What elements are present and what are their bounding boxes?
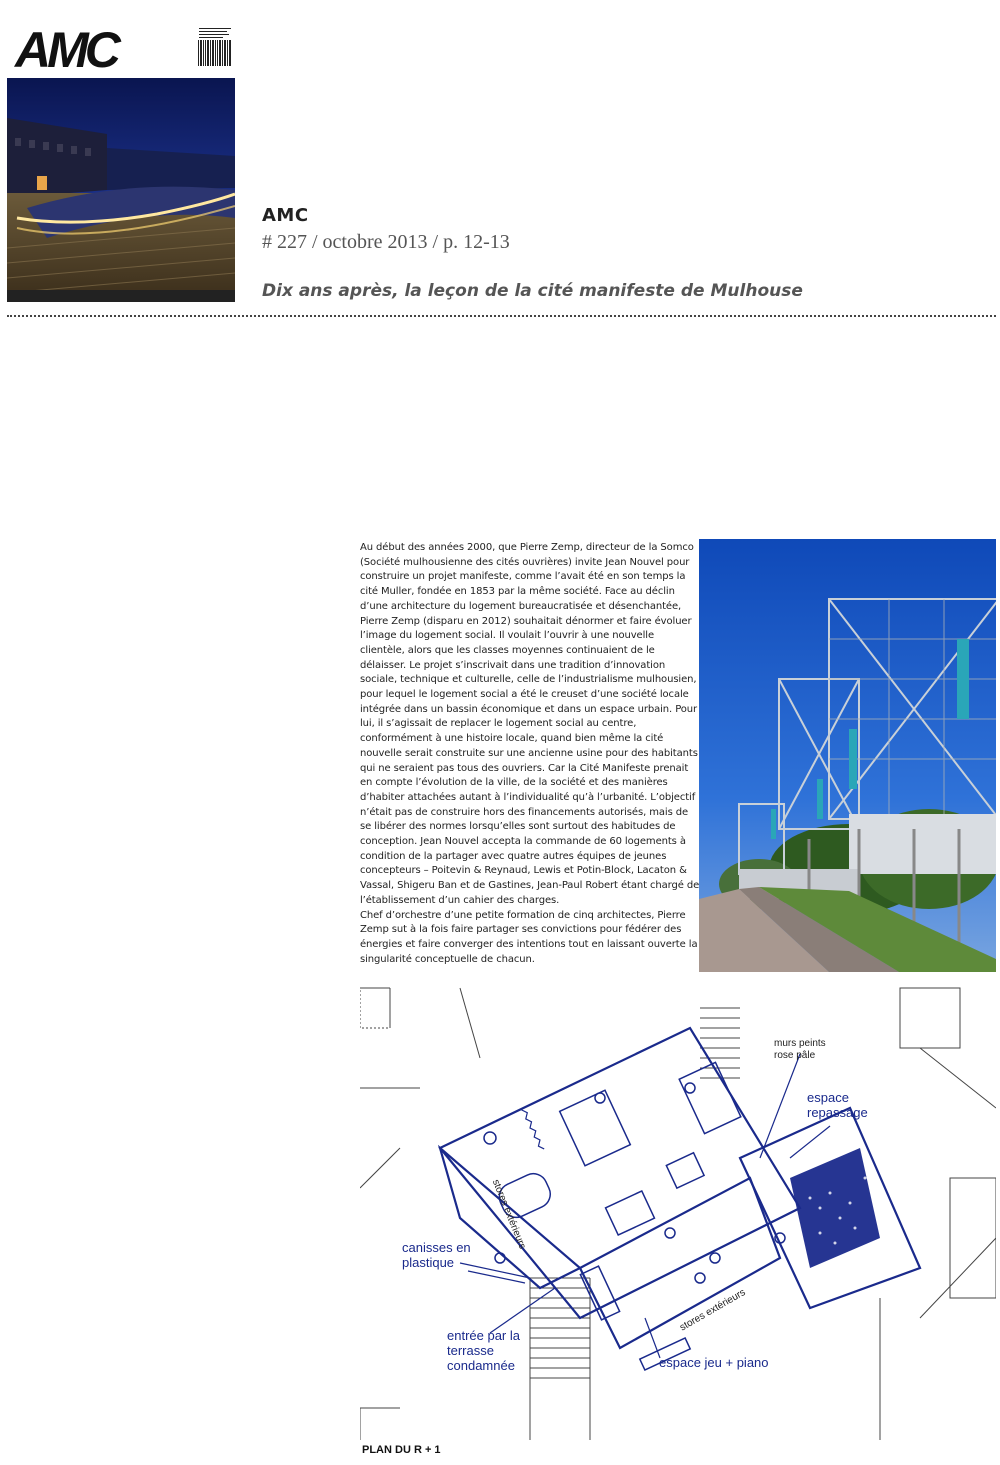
label-murs: murs peints rose pâle — [774, 1038, 826, 1061]
plan-caption: PLAN DU R + 1 — [362, 1444, 441, 1456]
cover-logo: AMC — [15, 22, 117, 78]
article-paragraph: Chef d’orchestre d’une petite formation de cinq architectes, Pierre Zemp sut à la fois faire partager ses convictions pour fédérer des énergies et faire converger des intentions tout en laissant ouverte la singularité conceptuelle de chacun. — [360, 909, 698, 965]
label-repassage: espace repassage — [807, 1090, 868, 1120]
label-entree: entrée par la terrasse condamnée — [447, 1328, 520, 1373]
cover-photo — [7, 78, 235, 302]
label-jeu: espace jeu + piano — [659, 1355, 769, 1370]
label-canisses: canisses en plastique — [402, 1240, 471, 1270]
floor-plan — [360, 978, 996, 1440]
label-stores-2: stores extérieurs — [678, 1287, 748, 1334]
barcode-icon — [197, 26, 233, 68]
label-stores-1: stores extérieurs — [489, 1178, 528, 1251]
article-paragraph: Au début des années 2000, que Pierre Zemp, directeur de la Somco (Société mulhousienne des cités ouvrières) invite Jean Nouvel pour construire un projet manifeste, comme l’avait été en son temps la cité Muller, fondée en 1853 par la même société. Face au déclin d’une architecture du logement bureaucratisée et désenchantée, Pierre Zemp (disparu en 2012) souhaitait dénormer et faire évoluer l’image du logement social. Il voulait l’ouvrir à une nouvelle clientèle, alors que les classes moyennes continuaient de le délaisser. Le projet s’inscrivait dans une tradition d’innovation sociale, technique et culturelle, celle de l’industrialisme mulhousien, pour lequel le logement social a été le creuset d’une société locale intégrée dans un bassin économique et dans un espace urbain. Pour lui, il s’agissait de replacer le logement social au centre, conformément à une histoire locale, quand bien même la cité nouvelle serait construite sur une ancienne usine pour des habitants qui ne seraient pas tous des ouvriers. Car la Cité Manifeste prenait en compte l’évolution de la ville, de la société et des manières d’habiter attachées autant à l’individualité qu’à l’urbanité. L’objectif n’était pas de construire hors des financements autorisés, mais de se libérer des normes lorsqu’elles sont surtout des habitudes de conception. Jean Nouvel accepta la commande de 60 logements à condition de la partager avec quatre autres équipes de jeunes concepteurs – Poitevin & Reynaud, Lewis et Potin-Block, Lacaton & Vassal, Shigeru Ban et de Gastines, Jean-Paul Robert étant chargé de l’établissement d’un cahier des charges. — [360, 542, 700, 906]
building-photo — [699, 539, 996, 972]
dotted-divider — [7, 315, 996, 317]
article-title: Dix ans après, la leçon de la cité manifeste de Mulhouse — [262, 281, 803, 301]
magazine-cover — [7, 20, 235, 302]
magazine-name: AMC — [262, 205, 309, 226]
article-body — [360, 541, 700, 967]
issue-reference: # 227 / octobre 2013 / p. 12-13 — [262, 231, 510, 253]
